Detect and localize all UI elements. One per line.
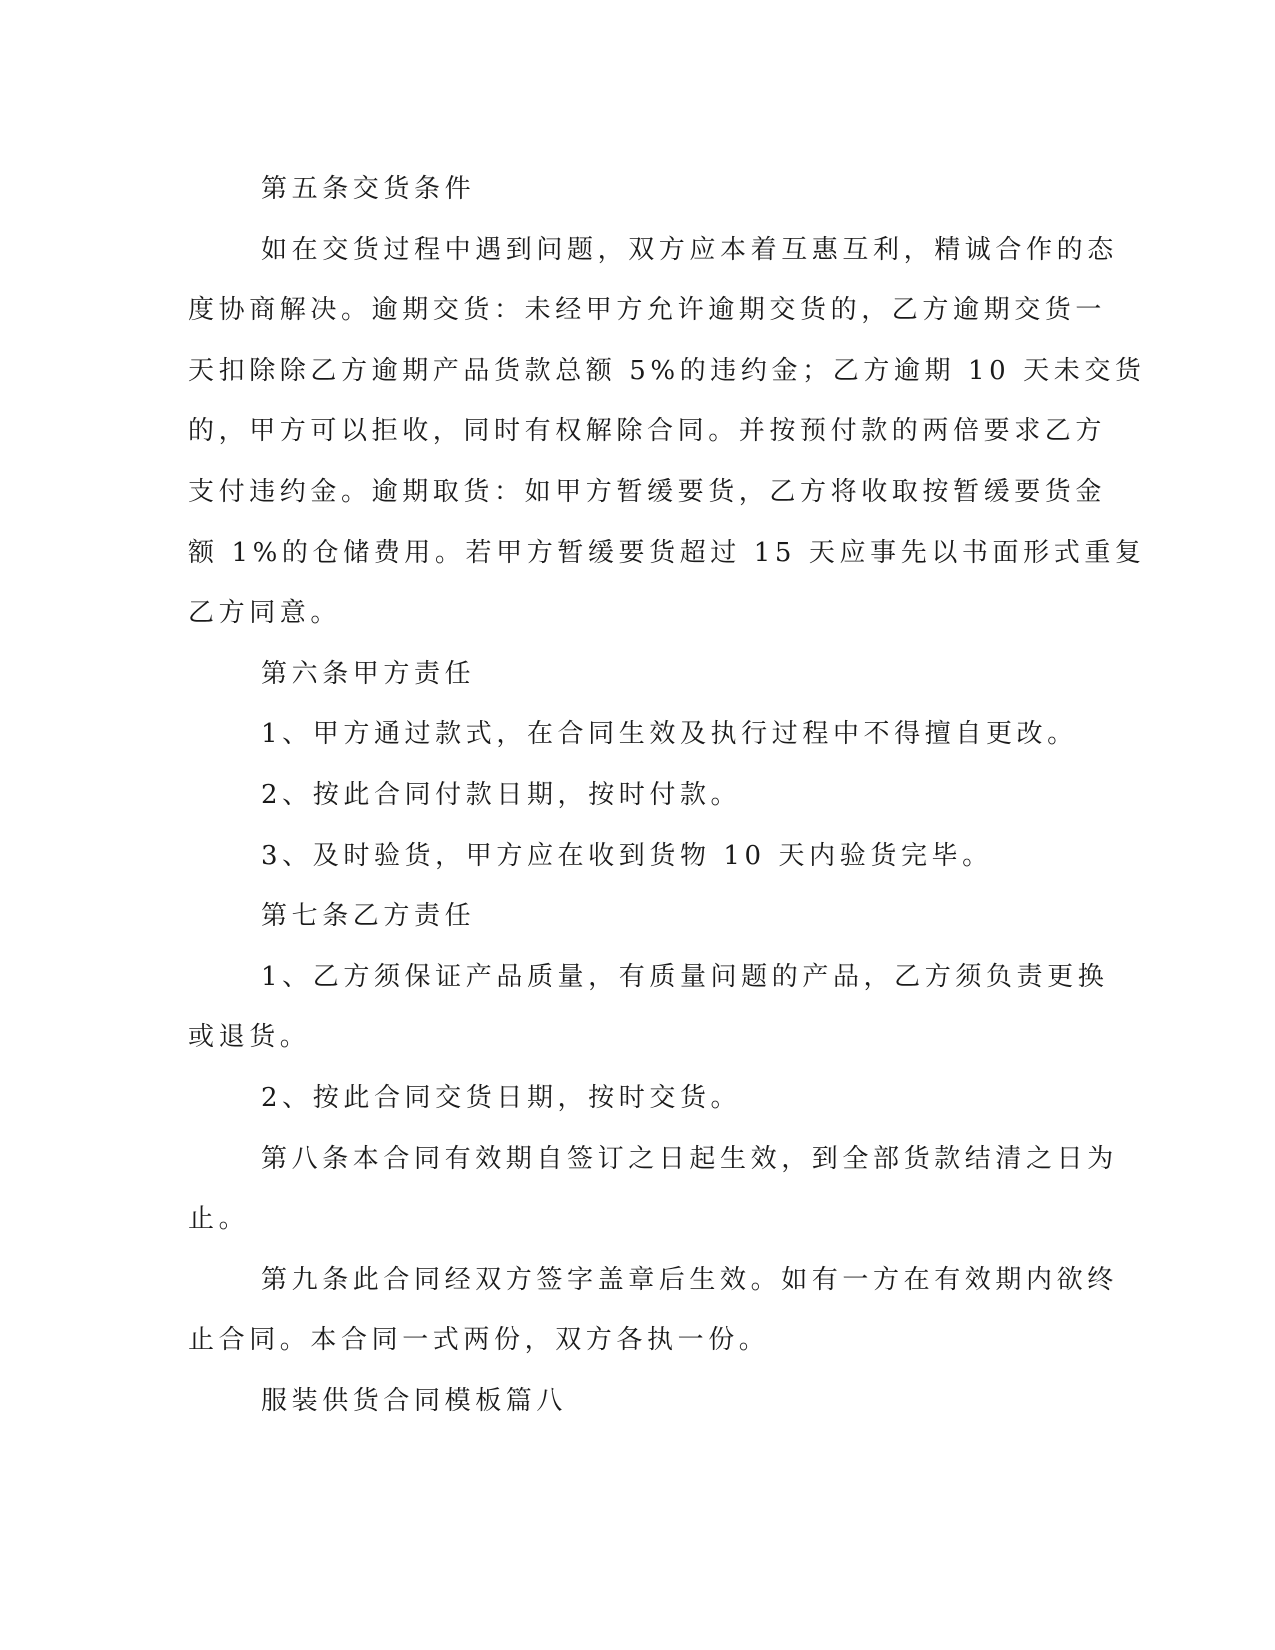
paragraph-line: 天扣除除乙方逾期产品货款总额 5%的违约金；乙方逾期 10 天未交货 — [188, 355, 1146, 386]
document-body — [188, 159, 1146, 1431]
section-title: 服装供货合同模板篇八 — [261, 1385, 568, 1416]
article-6-heading: 第六条甲方责任 — [261, 658, 476, 689]
paragraph-line: 止合同。本合同一式两份，双方各执一份。 — [188, 1325, 770, 1356]
paragraph-line: 止。 — [188, 1204, 250, 1235]
article-5-heading: 第五条交货条件 — [261, 174, 476, 204]
paragraph-line: 如在交货过程中遇到问题，双方应本着互惠互利，精诚合作的态 — [261, 234, 1118, 265]
list-item: 2、按此合同付款日期，按时付款。 — [261, 779, 742, 810]
paragraph-line: 乙方同意。 — [188, 598, 342, 629]
list-item: 1、乙方须保证产品质量，有质量问题的产品，乙方须负责更换 — [261, 961, 1109, 992]
article-7-heading: 第七条乙方责任 — [261, 901, 476, 932]
list-item: 2、按此合同交货日期，按时交货。 — [261, 1082, 742, 1113]
article-9-paragraph: 第九条此合同经双方签字盖章后生效。如有一方在有效期内欲终 — [261, 1264, 1118, 1295]
article-8-paragraph: 第八条本合同有效期自签订之日起生效，到全部货款结清之日为 — [261, 1143, 1118, 1174]
paragraph-line: 度协商解决。逾期交货：未经甲方允许逾期交货的，乙方逾期交货一 — [188, 295, 1107, 326]
list-item: 1、甲方通过款式，在合同生效及执行过程中不得擅自更改。 — [261, 719, 1078, 750]
paragraph-line: 的，甲方可以拒收，同时有权解除合同。并按预付款的两倍要求乙方 — [188, 416, 1107, 447]
list-item-continuation: 或退货。 — [188, 1022, 311, 1053]
list-item: 3、及时验货，甲方应在收到货物 10 天内验货完毕。 — [261, 840, 993, 871]
paragraph-line: 额 1%的仓储费用。若甲方暂缓要货超过 15 天应事先以书面形式重复 — [188, 537, 1146, 568]
paragraph-line: 支付违约金。逾期取货：如甲方暂缓要货，乙方将收取按暂缓要货金 — [188, 476, 1107, 507]
